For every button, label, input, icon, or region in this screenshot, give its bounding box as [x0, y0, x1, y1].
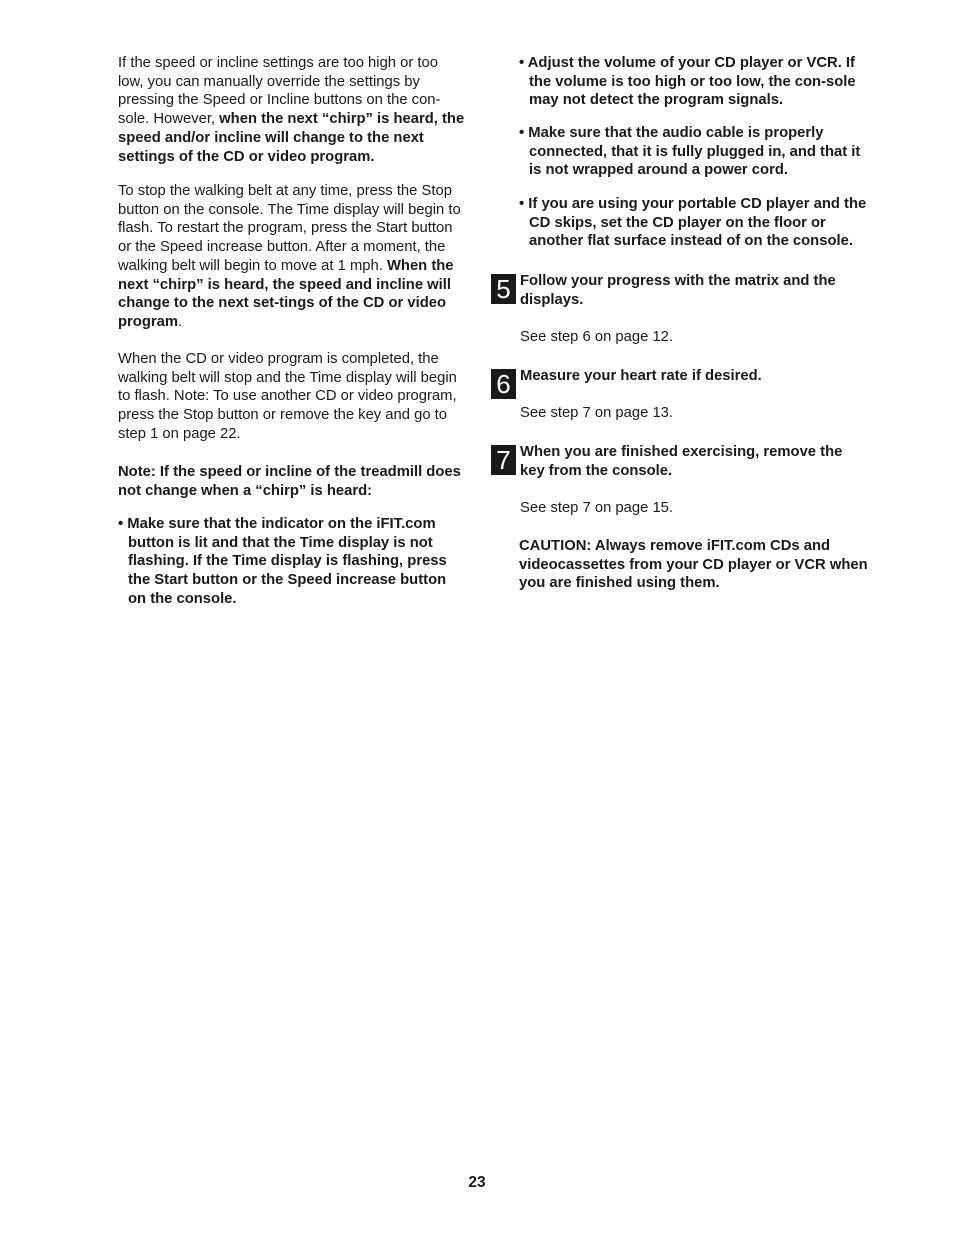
step-reference: See step 6 on page 12.	[520, 329, 674, 345]
override-text: If the speed or incline settings are too high or too low, you can manually override the settings by pressing the Speed or Incline buttons on the con-sole. However,	[118, 55, 441, 128]
chirp-note: Note: If the speed or incline of the treadmill does not change when a “chirp” is heard:	[118, 464, 461, 499]
override-paragraph	[118, 54, 466, 166]
override-bold-text: when the next “chirp” is heard, the speed and/or incline will change to the next settings of the CD or video program.	[118, 111, 465, 165]
stop-belt-text: To stop the walking belt at any time, press the Stop button on the console. The Time display will begin to flash. To restart the program, press the Start button or the Speed increase button. After a moment, the walking belt will begin to move at 1 mph.	[118, 183, 461, 274]
bullet-ifit-indicator: • Make sure that the indicator on the iFIT.com button is lit and that the Time display is not flashing. If the Time display is flashing, press the Start button or the Speed increase button on the console.	[118, 516, 447, 607]
step-title: When you are finished exercising, remove the key from the console.	[520, 444, 843, 479]
step-number-badge: 6	[491, 369, 516, 399]
page-number: 23	[468, 1174, 486, 1191]
bullet-audio-cable: • Make sure that the audio cable is properly connected, that it is fully plugged in, and that it is not wrapped around a power cord.	[519, 125, 861, 179]
step-number-badge: 5	[491, 274, 516, 304]
step-reference: See step 7 on page 13.	[520, 405, 674, 421]
step-title: Measure your heart rate if desired.	[520, 368, 762, 384]
step-title: Follow your progress with the matrix and the displays.	[520, 273, 836, 308]
bullet-cd-skips: • If you are using your portable CD player and the CD skips, set the CD player on the floor or another flat surface instead of on the console.	[519, 196, 867, 250]
program-complete-paragraph: When the CD or video program is completed, the walking belt will stop and the Time display will begin to flash. Note: To use another CD or video program, press the Stop button or remove the key and go to step 1 on page 22.	[118, 351, 457, 442]
stop-belt-bold-text: When the next “chirp” is heard, the speed and incline will change to the next set-tings of the CD or video program	[118, 257, 454, 330]
stop-belt-paragraph	[118, 182, 466, 332]
caution-notice: CAUTION: Always remove iFIT.com CDs and videocassettes from your CD player or VCR when you are finished using them.	[519, 538, 868, 592]
bullet-volume: • Adjust the volume of your CD player or VCR. If the volume is too high or too low, the con-sole may not detect the program signals.	[519, 55, 856, 109]
step-reference: See step 7 on page 15.	[520, 500, 674, 516]
step-number-badge: 7	[491, 445, 516, 475]
stop-belt-tail: .	[178, 313, 183, 330]
